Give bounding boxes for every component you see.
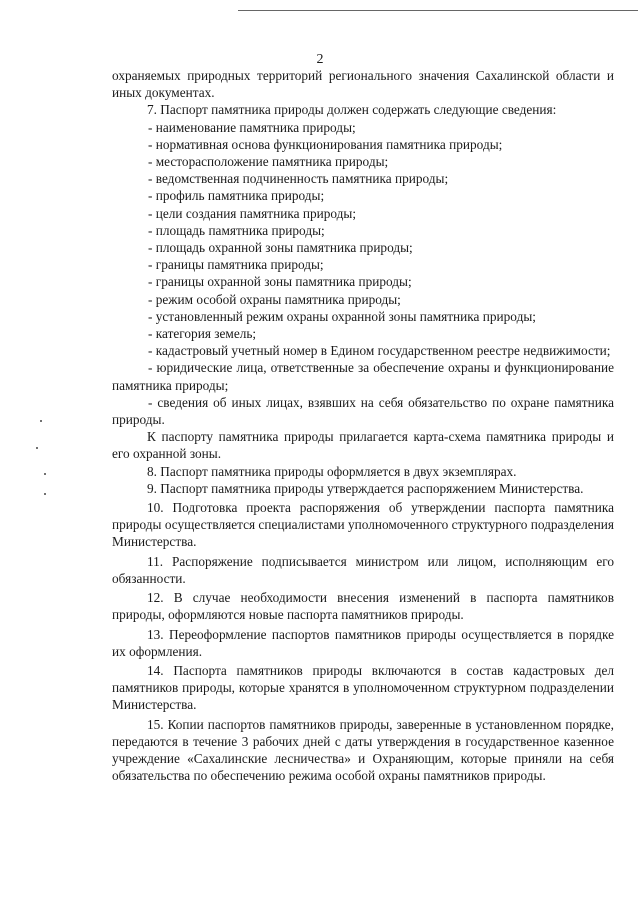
paragraph: 7. Паспорт памятника природы должен содержать следующие сведения:	[147, 102, 557, 118]
list-item: - юридические лица, ответственные за обеспечение охраны и функционирование памятника природы;	[112, 360, 614, 393]
list-item: - сведения об иных лицах, взявших на себя обязательство по охране памятника природы.	[112, 394, 614, 428]
scan-speck	[40, 420, 42, 422]
list-item: - границы памятника природы;	[148, 257, 324, 273]
page-number: 2	[316, 52, 324, 67]
list-item: - нормативная основа функционирования памятника природы;	[148, 136, 503, 152]
paragraph: 9. Паспорт памятника природы утверждается распоряжением Министерства.	[147, 480, 584, 496]
document-body	[112, 67, 614, 784]
list-item: - установленный режим охраны охранной зоны памятника природы;	[148, 308, 536, 324]
paragraph: 13. Переоформление паспортов памятников природы осуществляется в порядке их оформления.	[112, 626, 614, 659]
list-item: - площадь охранной зоны памятника природы;	[148, 240, 413, 256]
list-item: - кадастровый учетный номер в Едином государственном реестре недвижимости;	[148, 343, 611, 359]
list-item: - месторасположение памятника природы;	[148, 154, 389, 170]
paragraph: 10. Подготовка проекта распоряжения об утверждении паспорта памятника природы осуществляется специалистами уполномоченного структурного подразделения Министерства.	[112, 500, 614, 550]
list-item: - границы охранной зоны памятника природы;	[148, 274, 412, 290]
list-item: - профиль памятника природы;	[148, 188, 325, 204]
paragraph: 14. Паспорта памятников природы включаются в состав кадастровых дел памятников природы, которые хранятся в уполномоченном структурном подразделении Министерства.	[112, 662, 614, 713]
list-item: - цели создания памятника природы;	[148, 205, 357, 221]
list-item: - режим особой охраны памятника природы;	[148, 291, 401, 307]
list-item: - наименование памятника природы;	[148, 119, 356, 135]
list-item: - площадь памятника природы;	[148, 222, 325, 238]
paragraph: 12. В случае необходимости внесения изменений в паспорта памятников природы, оформляются новые паспорта памятников природы.	[112, 590, 614, 623]
paragraph: 8. Паспорт памятника природы оформляется в двух экземплярах.	[147, 463, 517, 479]
paragraph: К паспорту памятника природы прилагается карта-схема памятника природы и его охранной зоны.	[112, 429, 614, 462]
paragraph: охраняемых природных территорий регионального значения Сахалинской области и иных документах.	[112, 68, 614, 101]
scan-speck	[44, 473, 46, 475]
list-item: - категория земель;	[148, 326, 257, 342]
header-rule	[238, 10, 638, 11]
paragraph: 15. Копии паспортов памятников природы, заверенные в установленном порядке, передаются в течение 3 рабочих дней с даты утверждения в государственное казенное учреждение «Сахалинские лесничества» и Охраняющим, которые приняли на себя обязательства по обеспечению режима особой охраны памятников природы.	[112, 716, 614, 784]
scan-speck	[36, 447, 38, 449]
scan-speck	[44, 493, 46, 495]
paragraph: 11. Распоряжение подписывается министром или лицом, исполняющим его обязанности.	[112, 553, 614, 586]
list-item: - ведомственная подчиненность памятника природы;	[148, 171, 449, 187]
